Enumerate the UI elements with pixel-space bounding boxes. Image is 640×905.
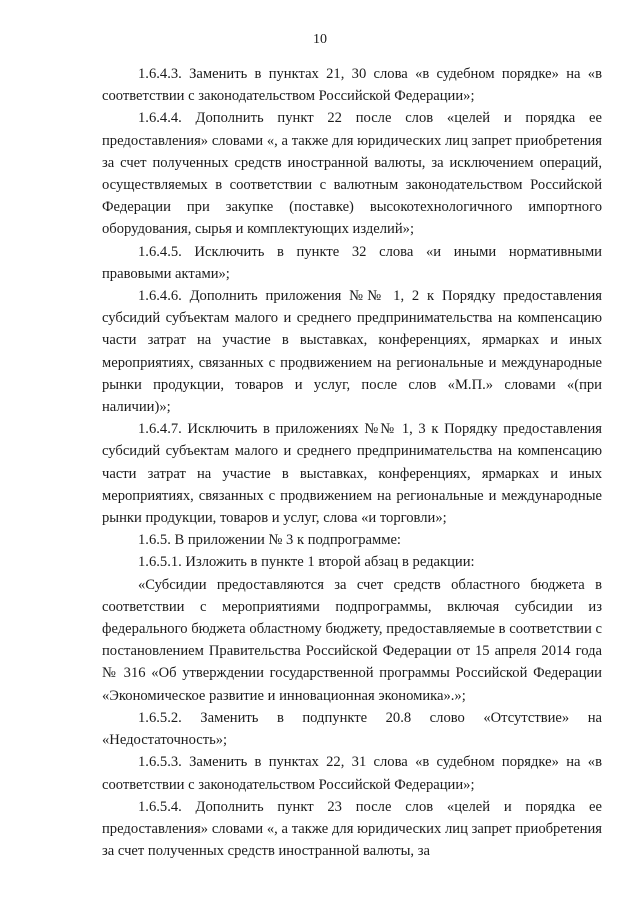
- paragraph: 1.6.4.6. Дополнить приложения №№ 1, 2 к Порядку предоставления субсидий субъектам малого и среднего предпринимательства на компенсацию части затрат на участие в выставках, конференциях, ярмарках и иных мероприятиях, связанных с продвижением на региональные и международные рынки продукции, товаров и услуг, после слов «М.П.» словами «(при наличии)»;: [102, 288, 602, 416]
- paragraph: 1.6.4.7. Исключить в приложениях №№ 1, 3 к Порядку предоставления субсидий субъектам малого и среднего предпринимательства на компенсацию части затрат на участие в выставках, конференциях, ярмарках и иных мероприятиях, связанных с продвижением на региональные и международные рынки продукции, товаров и услуг, слова «и торговли»;: [102, 421, 602, 527]
- paragraph: 1.6.4.5. Исключить в пункте 32 слова «и иными нормативными правовыми актами»;: [102, 243, 602, 282]
- paragraph: 1.6.4.3. Заменить в пунктах 21, 30 слова «в судебном порядке» на «в соответствии с законодательством Российской Федерации»;: [102, 66, 602, 105]
- paragraph: 1.6.4.4. Дополнить пункт 22 после слов «целей и порядка ее предоставления» словами «, а также для юридических лиц запрет приобретения за счет полученных средств иностранной валюты, за исключением операций, осуществляемых в соответствии с валютным законодательством Российской Федерации при закупке (поставке) высокотехнологичного импортного оборудования, сырья и комплектующих изделий»;: [102, 110, 602, 238]
- paragraph: 1.6.5.4. Дополнить пункт 23 после слов «целей и порядка ее предоставления» словами «, а также для юридических лиц запрет приобретения за счет полученных средств иностранной валюты, за: [102, 798, 602, 860]
- paragraph: 1.6.5.1. Изложить в пункте 1 второй абзац в редакции:: [138, 554, 475, 571]
- page-number: 10: [313, 32, 327, 47]
- paragraph: 1.6.5.2. Заменить в подпункте 20.8 слово «Отсутствие» на «Недостаточность»;: [102, 709, 602, 749]
- paragraph: «Субсидии предоставляются за счет средств областного бюджета в соответствии с мероприятиями подпрограммы, включая субсидии из федерального бюджета областному бюджету, предоставляемые в соответствии с постановлением Правительства Российской Федерации от 15 апреля 2014 года № 316 «Об утверждении государственной программы Российской Федерации «Экономическое развитие и инновационная экономика».»;: [102, 576, 602, 704]
- paragraph: 1.6.5.3. Заменить в пунктах 22, 31 слова «в судебном порядке» на «в соответствии с законодательством Российской Федерации»;: [102, 754, 602, 793]
- paragraph: 1.6.5. В приложении № 3 к подпрограмме:: [138, 532, 401, 549]
- document-body: [102, 63, 602, 862]
